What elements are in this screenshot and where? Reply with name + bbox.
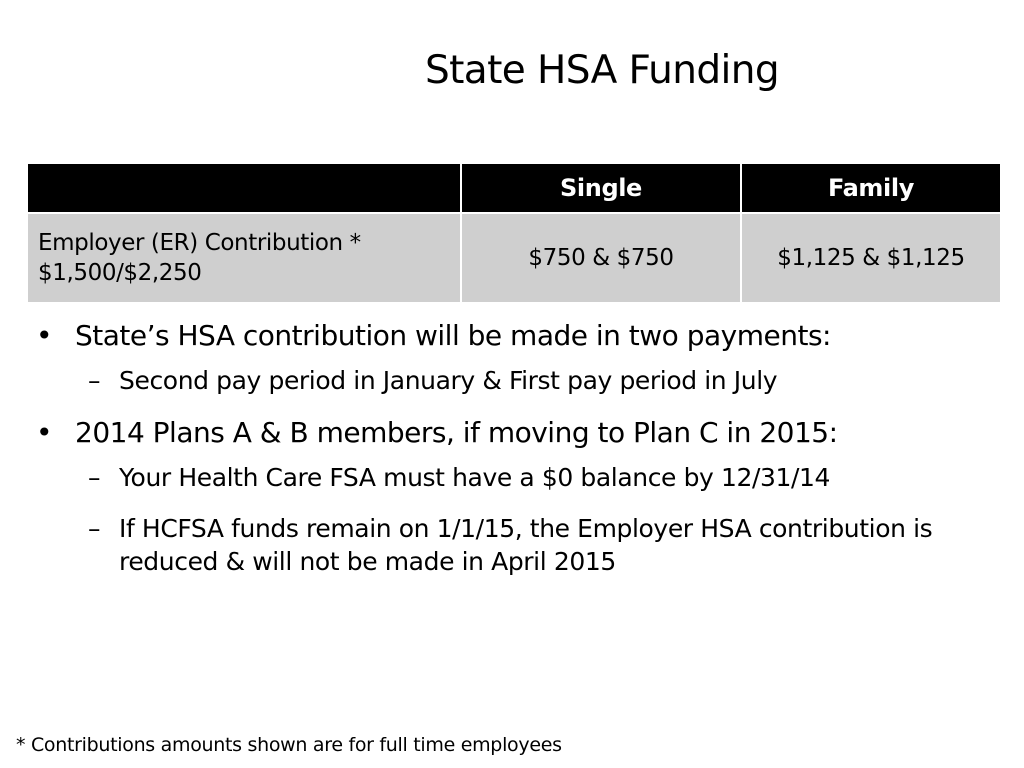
dash-icon: – — [88, 514, 101, 543]
slide-title: State HSA Funding — [424, 48, 780, 93]
bullet-text: 2014 Plans A & B members, if moving to Plan C in 2015: — [75, 416, 838, 449]
bullet-text: State’s HSA contribution will be made in two payments: — [75, 319, 831, 352]
footnote: * Contributions amounts shown are for full time employees — [16, 734, 562, 756]
row-label-cell — [27, 213, 461, 303]
table-header-row — [27, 163, 1001, 213]
sub-bullet-item — [0, 364, 1024, 397]
bullet-dot-icon: • — [36, 416, 53, 449]
bullet-dot-icon: • — [36, 319, 53, 352]
row-label-line2: $1,500/$2,250 — [38, 260, 202, 286]
bullet-item — [0, 415, 1024, 451]
header-single: Single — [461, 163, 741, 213]
family-value: $1,125 & $1,125 — [741, 213, 1001, 303]
header-family: Family — [741, 163, 1001, 213]
funding-table — [26, 162, 1002, 304]
bullet-item — [0, 318, 1024, 354]
row-label-line1: Employer (ER) Contribution * — [38, 230, 361, 256]
dash-icon: – — [88, 463, 101, 492]
header-empty — [27, 163, 461, 213]
table-row — [27, 213, 1001, 303]
sub-bullet-item — [0, 512, 1024, 578]
sub-bullet-text: Second pay period in January & First pay period in July — [119, 366, 778, 395]
dash-icon: – — [88, 366, 101, 395]
bullet-list — [0, 318, 1024, 596]
sub-bullet-text: Your Health Care FSA must have a $0 balance by 12/31/14 — [119, 463, 831, 492]
sub-bullet-item — [0, 461, 1024, 494]
sub-bullet-text: If HCFSA funds remain on 1/1/15, the Employer HSA contribution is reduced & will not be made in April 2015 — [119, 514, 933, 576]
single-value: $750 & $750 — [461, 213, 741, 303]
